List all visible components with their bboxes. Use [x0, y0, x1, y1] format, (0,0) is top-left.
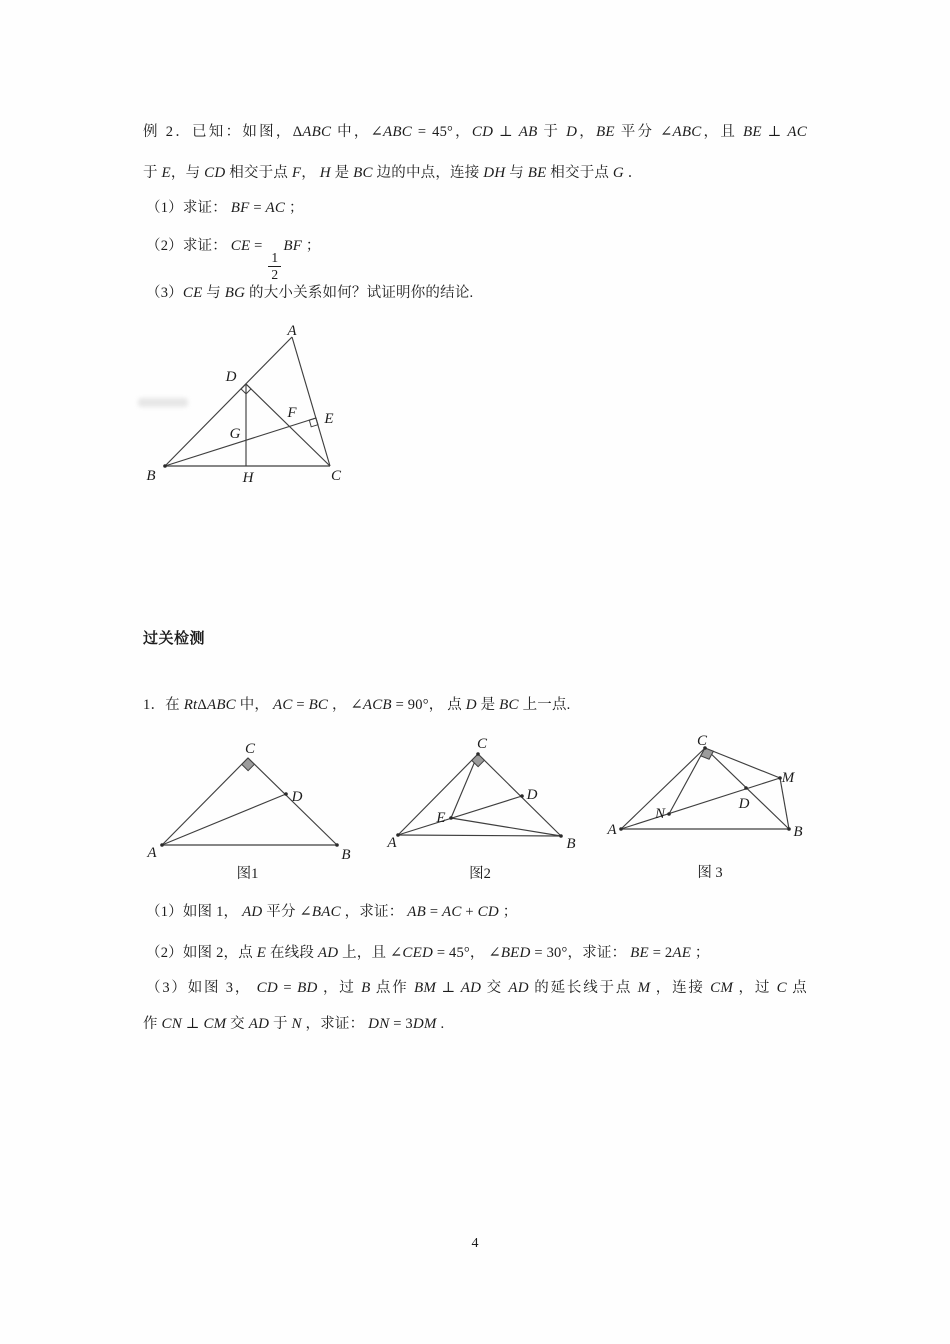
- vertex-label: B: [146, 468, 156, 484]
- example-statement-line-2: [143, 163, 823, 184]
- text-segment: 相交于点: [225, 165, 292, 181]
- text-segment: BED: [500, 945, 531, 961]
- text-segment: ，过: [733, 980, 777, 996]
- vertex-label: B: [566, 836, 576, 852]
- figure-canvas: [140, 735, 355, 867]
- vertex-label: C: [476, 736, 488, 752]
- problem1-question-1: [146, 902, 517, 923]
- text-segment: CD: [477, 904, 499, 920]
- text-segment: .: [436, 1016, 445, 1032]
- text-segment: （3）如图 3，: [146, 980, 257, 996]
- text-segment: 作: [143, 1016, 162, 1032]
- text-segment: =: [292, 697, 309, 713]
- text-segment: BE: [630, 945, 649, 961]
- text-segment: 是: [476, 697, 500, 713]
- text-segment: 1．在: [143, 697, 184, 713]
- problem1-statement: [143, 695, 823, 716]
- figure-3: [605, 726, 815, 866]
- vertex-dot: [744, 786, 748, 790]
- figure-3-caption: 图 3: [697, 865, 723, 881]
- figure-canvas: [385, 735, 580, 867]
- figure-1-caption: 图1: [236, 866, 259, 882]
- figure-canvas: [605, 726, 815, 866]
- vertex-dot: [667, 812, 671, 816]
- text-segment: ，: [301, 165, 320, 181]
- text-segment: AE: [672, 945, 692, 961]
- text-segment: ，且: [701, 124, 744, 140]
- text-segment: （2）求证：: [146, 238, 231, 254]
- figure-line: [621, 778, 780, 829]
- vertex-label: E: [324, 411, 334, 427]
- text-segment: AC: [787, 124, 807, 140]
- text-segment: E: [256, 945, 267, 961]
- text-segment: ；: [302, 238, 321, 254]
- problem1-question-2: [146, 943, 710, 964]
- text-segment: 在线段: [266, 945, 318, 961]
- vertex-dot: [163, 464, 167, 468]
- text-segment: 平分 ∠: [262, 904, 312, 920]
- text-segment: AD: [508, 980, 529, 996]
- text-segment: DH: [483, 165, 506, 181]
- figure-1: [140, 735, 355, 867]
- text-segment: BC: [308, 697, 329, 713]
- text-segment: ；: [285, 200, 304, 216]
- text-segment: BF: [230, 200, 250, 216]
- vertex-label: A: [607, 822, 617, 838]
- vertex-dot: [449, 816, 453, 820]
- vertex-dot: [787, 827, 791, 831]
- example-question-1: [146, 198, 304, 219]
- text-segment: ，过: [317, 980, 362, 996]
- text-segment: AB: [518, 124, 538, 140]
- text-segment: 的延长线于点: [528, 980, 638, 996]
- text-segment: 的大小关系如何？试证明你的结论.: [245, 285, 474, 301]
- text-segment: CD: [256, 980, 278, 996]
- text-segment: =: [249, 200, 266, 216]
- text-segment: ，: [577, 124, 597, 140]
- text-segment: ， ∠: [328, 697, 363, 713]
- text-segment: ABC: [206, 697, 236, 713]
- text-segment: AD: [248, 1016, 270, 1032]
- vertex-dot: [559, 834, 563, 838]
- text-segment: C: [776, 980, 787, 996]
- text-segment: +: [461, 904, 478, 920]
- text-segment: CN: [161, 1016, 182, 1032]
- section-heading: 过关检测: [143, 631, 206, 647]
- page-number: 4: [471, 1236, 479, 1251]
- vertex-label: M: [781, 770, 795, 786]
- text-segment: ⊥: [181, 1016, 204, 1032]
- vertex-dot: [619, 827, 623, 831]
- text-segment: Rt: [183, 697, 198, 713]
- text-segment: ABC: [302, 124, 332, 140]
- text-segment: AD: [460, 980, 482, 996]
- text-segment: BC: [499, 697, 519, 713]
- text-segment: 点作: [370, 980, 414, 996]
- vertex-label: D: [738, 796, 750, 812]
- figure-line: [705, 748, 780, 778]
- text-segment: ，求证：: [340, 904, 408, 920]
- text-segment: BE: [527, 165, 547, 181]
- text-segment: ；: [498, 904, 518, 920]
- text-segment: D: [566, 124, 578, 140]
- figure-line: [165, 418, 316, 466]
- vertex-label: D: [526, 787, 538, 803]
- text-segment: =: [277, 980, 298, 996]
- vertex-label: A: [147, 845, 157, 861]
- vertex-dot: [160, 843, 164, 847]
- vertex-label: B: [341, 847, 351, 863]
- text-segment: 上一点.: [518, 697, 571, 713]
- text-segment: 边的中点，连接: [372, 165, 484, 181]
- vertex-label: A: [287, 323, 297, 339]
- text-segment: CD: [204, 165, 226, 181]
- text-segment: BD: [297, 980, 318, 996]
- text-segment: BAC: [311, 904, 341, 920]
- figure-line: [162, 758, 248, 845]
- vertex-dot: [284, 792, 288, 796]
- text-segment: ，与: [170, 165, 205, 181]
- vertex-label: B: [793, 824, 803, 840]
- problem1-question-3-line-1: [146, 978, 807, 999]
- text-segment: ABC: [382, 124, 412, 140]
- text-segment: ；: [691, 945, 710, 961]
- text-segment: H: [319, 165, 331, 181]
- text-segment: （1）如图 1，: [146, 904, 243, 920]
- text-segment: CM: [203, 1016, 227, 1032]
- scan-artifact: [138, 398, 188, 407]
- text-segment: 于: [269, 1016, 292, 1032]
- vertex-label: D: [225, 369, 237, 385]
- text-segment: （3）: [146, 285, 183, 301]
- vertex-dot: [520, 794, 524, 798]
- example-statement-line-1: [143, 122, 807, 143]
- text-segment: G: [612, 165, 624, 181]
- text-segment: AD: [317, 945, 339, 961]
- text-segment: BE: [743, 124, 762, 140]
- vertex-label: A: [387, 835, 397, 851]
- fraction: $\frac{1}{2}$: [268, 251, 281, 282]
- text-segment: E: [161, 165, 171, 181]
- text-segment: AC: [442, 904, 462, 920]
- text-segment: = 3: [389, 1016, 413, 1032]
- vertex-label: C: [330, 468, 342, 484]
- example-question-2: [146, 236, 321, 283]
- figure-2-caption: 图2: [469, 866, 491, 882]
- text-segment: ⊥: [493, 124, 519, 140]
- figure-line: [478, 754, 561, 836]
- text-segment: （1）求证：: [146, 200, 231, 216]
- text-segment: BM: [413, 980, 437, 996]
- figure-line: [451, 754, 478, 818]
- figure-line: [398, 835, 561, 836]
- text-segment: 于: [537, 124, 567, 140]
- right-angle-mark: [242, 758, 255, 771]
- text-segment: CD: [471, 124, 494, 140]
- text-segment: = 90°， 点: [391, 697, 466, 713]
- vertex-label: N: [654, 806, 666, 822]
- text-segment: CED: [402, 945, 433, 961]
- text-segment: ，连接: [650, 980, 711, 996]
- figure-line: [162, 794, 286, 845]
- text-segment: = 2: [648, 945, 673, 961]
- text-segment: AC: [272, 697, 293, 713]
- text-segment: 交: [481, 980, 509, 996]
- vertex-dot: [476, 752, 480, 756]
- text-segment: ．: [623, 165, 643, 181]
- text-segment: DN: [368, 1016, 390, 1032]
- text-segment: 点: [786, 980, 807, 996]
- text-segment: 与: [202, 285, 225, 301]
- text-segment: AC: [265, 200, 286, 216]
- text-segment: ACB: [362, 697, 392, 713]
- text-segment: DM: [412, 1016, 437, 1032]
- text-segment: = 30°，求证：: [530, 945, 631, 961]
- text-segment: BG: [224, 285, 246, 301]
- text-segment: ，求证：: [301, 1016, 369, 1032]
- text-segment: BC: [353, 165, 373, 181]
- vertex-label: F: [287, 405, 297, 421]
- vertex-label: E: [436, 810, 446, 826]
- text-segment: D: [465, 697, 477, 713]
- text-segment: （2）如图 2，点: [146, 945, 257, 961]
- text-segment: BE: [596, 124, 615, 140]
- text-segment: 交: [226, 1016, 249, 1032]
- figure-line: [451, 818, 561, 836]
- text-segment: AD: [242, 904, 263, 920]
- text-segment: 平分 ∠: [614, 124, 673, 140]
- text-segment: M: [637, 980, 651, 996]
- example-question-3: [146, 283, 473, 304]
- vertex-label: C: [696, 733, 708, 749]
- text-segment: 中，: [235, 697, 273, 713]
- problem1-question-3-line-2: [143, 1014, 444, 1035]
- vertex-dot: [335, 843, 339, 847]
- text-segment: =: [250, 238, 267, 254]
- text-segment: N: [291, 1016, 302, 1032]
- text-segment: = 45°，: [411, 124, 472, 140]
- vertex-label: H: [242, 470, 254, 486]
- text-segment: 例 2．已知：如图，Δ: [143, 124, 303, 140]
- text-segment: B: [361, 980, 371, 996]
- text-segment: 与: [505, 165, 528, 181]
- text-segment: BF: [283, 238, 303, 254]
- text-segment: CE: [182, 285, 203, 301]
- text-segment: F: [291, 165, 302, 181]
- vertex-label: D: [291, 789, 303, 805]
- text-segment: 是: [330, 165, 354, 181]
- text-segment: 中，∠: [331, 124, 383, 140]
- text-segment: 相交于点: [546, 165, 613, 181]
- text-segment: 上，且 ∠: [338, 945, 403, 961]
- text-segment: ⊥: [436, 980, 461, 996]
- text-segment: ⊥: [761, 124, 788, 140]
- text-segment: = 45°， ∠: [433, 945, 501, 961]
- text-segment: ABC: [672, 124, 702, 140]
- vertex-label: C: [244, 741, 256, 757]
- text-segment: CE: [230, 238, 251, 254]
- vertex-label: G: [229, 426, 241, 442]
- text-segment: =: [426, 904, 443, 920]
- text-segment: Δ: [197, 697, 207, 713]
- text-segment: 于: [143, 165, 162, 181]
- vertex-dot: [396, 833, 400, 837]
- figure-2: [385, 735, 580, 867]
- text-segment: CM: [710, 980, 734, 996]
- text-segment: AB: [407, 904, 426, 920]
